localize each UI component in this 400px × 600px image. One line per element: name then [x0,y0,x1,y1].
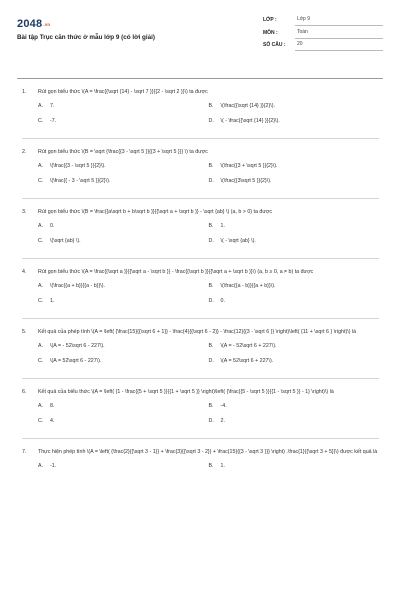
question-text: Kết quả của phép tính \(A = \left( {\frac{15}{{\sqrt 6 + 1}} - \frac{4}{{\sqrt 6 - 2}} - \frac{12}{{3 - \sqrt 6 }} \right)\left( {11 + \sqrt 6 } \right)\) là [38,329,357,335]
option-text: \(\frac{{a + b}}{{a - b}}\). [50,283,105,289]
answer-option[interactable] [209,162,380,171]
question-item [22,79,379,139]
question-number: 2. [22,149,27,155]
question-list [17,79,383,483]
answer-option[interactable] [38,117,209,126]
option-letter: A. [38,163,44,169]
option-text: \(\sqrt {ab} \). [50,238,81,244]
question-text: Rút gọn biểu thức \(A = \frac{{\sqrt a }}{{\sqrt a - \sqrt b }} - \frac{{\sqrt b }}{{\sqrt a + \sqrt b }}\) (a, b ≥ 0, a ≠ b) ta được [38,269,314,275]
answer-option[interactable] [38,237,209,246]
question-text: Rút gọn biểu thức \(A = \frac{{\sqrt {14} - \sqrt 7 }}{{2 - \sqrt 2 }}\) ta được [38,89,208,95]
option-letter: A. [38,103,44,109]
option-text: \(\frac{{3 + \sqrt 5 }}{2}\). [220,163,278,169]
option-letter: D. [208,358,214,364]
answer-options [22,162,379,192]
site-logo[interactable] [17,18,155,30]
answer-option[interactable] [38,402,209,411]
answer-option[interactable] [38,282,209,291]
answer-option[interactable] [38,297,209,306]
option-text: -4. [220,403,227,409]
option-text: \(A = 52\sqrt 6 + 227\). [220,358,274,364]
answer-option[interactable] [209,462,380,471]
meta-value: Toán [295,27,383,39]
answer-option[interactable] [209,342,380,351]
question-stem [22,268,379,277]
option-letter: A. [38,283,44,289]
answer-option[interactable] [209,357,380,366]
option-letter: B. [208,283,214,289]
header-left [17,12,155,68]
question-number: 7. [22,449,27,455]
answer-option[interactable] [209,237,380,246]
answer-option[interactable] [209,402,380,411]
meta-row-class [263,14,383,27]
option-letter: A. [38,343,44,349]
meta-label: SỐ CÂU : [263,42,286,49]
answer-option[interactable] [38,177,209,186]
question-item [22,319,379,379]
answer-option[interactable] [38,102,209,111]
option-letter: D. [208,238,214,244]
meta-value: 20 [295,39,383,51]
question-stem [22,88,379,97]
option-text: \(A = 52\sqrt 6 - 227\). [50,358,102,364]
worksheet-header [17,12,383,68]
answer-options [22,462,379,477]
option-text: \(A = - 52\sqrt 6 - 227\). [50,343,105,349]
option-letter: D. [208,178,214,184]
answer-options [22,222,379,252]
question-number: 4. [22,269,27,275]
option-letter: D. [208,118,214,124]
question-stem [22,208,379,217]
question-item [22,139,379,199]
option-text: 0. [50,223,55,229]
answer-option[interactable] [209,417,380,426]
question-text: Rút gọn biểu thức \(B = \frac{{a\sqrt b + b\sqrt b }}{{\sqrt a + \sqrt b }} - \sqrt {ab} \) (a, b > 0) ta được [38,209,273,215]
option-letter: B. [208,343,214,349]
meta-row-count [263,39,383,52]
answer-option[interactable] [38,357,209,366]
answer-option[interactable] [38,222,209,231]
question-item [22,379,379,439]
answer-option[interactable] [209,102,380,111]
option-text: \(\frac{{3\sqrt 5 }}{2}\). [220,178,272,184]
question-text: Thực hiện phép tính \(A = \left( {\frac{2}{{\sqrt 3 - 1}} + \frac{3}{{\sqrt 3 - 2}} + \frac{15}{{3 - \sqrt 3 }}} \right) .\frac{1}{{\sqrt 3 + 5}}\) được kết quả là [38,449,378,455]
option-letter: D. [208,298,214,304]
answer-option[interactable] [209,222,380,231]
option-letter: B. [208,103,214,109]
option-letter: B. [208,223,214,229]
question-item [22,439,379,483]
question-stem [22,148,379,157]
question-text: Rút gọn biểu thức \(B = \sqrt {\frac{{3 - \sqrt 5 }}{{3 + \sqrt 5 }}} \) ta được [38,149,208,155]
option-letter: B. [208,163,214,169]
meta-label: LỚP : [263,17,277,24]
question-stem [22,448,379,457]
meta-table [263,14,383,68]
option-letter: C. [38,238,44,244]
option-letter: C. [38,118,44,124]
option-text: 1. [220,223,225,229]
answer-option[interactable] [38,417,209,426]
option-text: \(\frac{{3 - \sqrt 5 }}{2}\). [50,163,106,169]
question-stem [22,328,379,337]
answer-option[interactable] [38,342,209,351]
logo-text: 2048 [17,18,43,30]
answer-option[interactable] [209,282,380,291]
option-letter: B. [208,463,214,469]
option-text: \( - \frac{{\sqrt {14} }}{2}\). [220,118,280,124]
option-letter: B. [208,403,214,409]
option-text: 0. [220,298,225,304]
meta-row-subject [263,27,383,40]
option-text: 7. [50,103,55,109]
answer-options [22,102,379,132]
option-text: 8. [50,403,55,409]
option-letter: C. [38,178,44,184]
document-title: Bài tập Trục căn thức ở mẫu lớp 9 (có lời giải) [17,34,156,41]
question-item [22,259,379,319]
option-text: 1. [50,298,55,304]
question-stem [22,388,379,397]
logo-suffix: .vn [43,22,51,27]
answer-options [22,342,379,372]
meta-value: Lớp 9 [295,14,383,26]
question-number: 1. [22,89,27,95]
question-number: 3. [22,209,27,215]
option-text: 1. [220,463,225,469]
option-text: \(\frac{{\sqrt {14} }}{2}\). [220,103,275,109]
answer-option[interactable] [209,297,380,306]
answer-options [22,402,379,432]
option-letter: C. [38,298,44,304]
answer-option[interactable] [209,117,380,126]
option-letter: A. [38,403,44,409]
answer-option[interactable] [209,177,380,186]
option-letter: D. [208,418,214,424]
option-text: -1. [50,463,57,469]
meta-label: MÔN : [263,29,278,36]
option-letter: C. [38,418,44,424]
option-text: 4. [50,418,55,424]
option-letter: A. [38,463,44,469]
question-number: 5. [22,329,27,335]
option-letter: A. [38,223,44,229]
answer-option[interactable] [38,462,209,471]
question-number: 6. [22,389,27,395]
option-letter: C. [38,358,44,364]
question-text: Kết quả của biểu thức \(A = \left( {1 - \frac{{5 + \sqrt 5 }}{{1 + \sqrt 5 }} \right)\left( {\frac{{5 - \sqrt 5 }}{{1 - \sqrt 5 }} - 1} \right)\) là [38,389,334,395]
answer-option[interactable] [38,162,209,171]
option-text: \(\frac{{a - b}}{{a + b}}\). [220,283,276,289]
option-text: \(\frac{{ - 3 - \sqrt 5 }}{2}\). [50,178,111,184]
answer-options [22,282,379,312]
option-text: 2. [220,418,225,424]
option-text: \( - \sqrt {ab} \). [220,238,256,244]
option-text: -7. [50,118,57,124]
option-text: \(A = - 52\sqrt 6 + 227\). [220,343,277,349]
question-item [22,199,379,259]
